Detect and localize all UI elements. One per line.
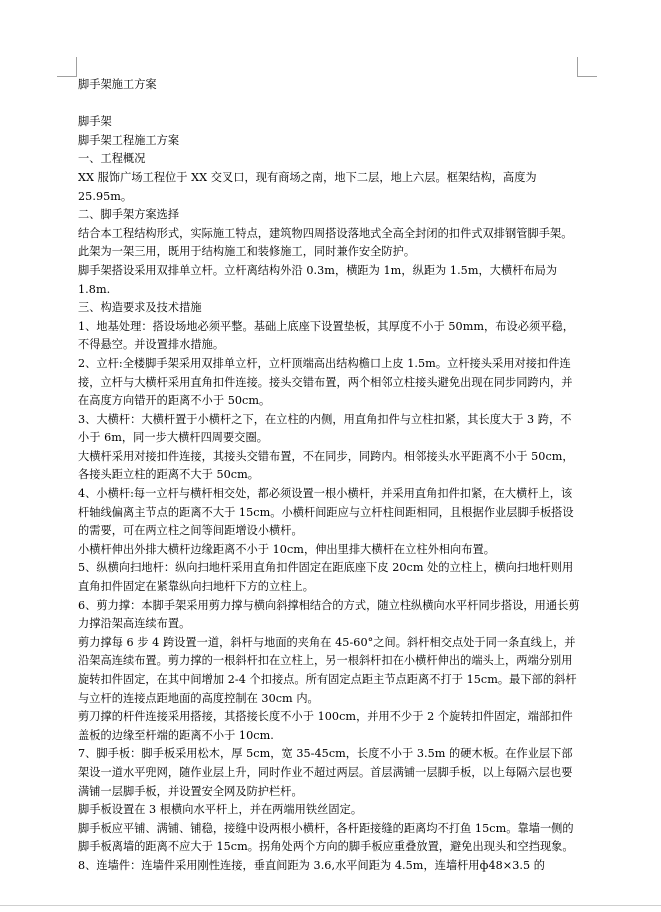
paragraph: 4、小横杆:每一立杆与横杆相交处，都必须设置一根小横杆，并采用直角扣件扣紧，在大横杆上，该杆轴线偏离主节点的距离不大于 15cm。小横杆间距应与立杆柱间距相同，且根据作业层脚手板搭设的需要，可在两立柱之间等间距增设小横杆。 bbox=[78, 487, 574, 538]
section-heading: 一、工程概况 bbox=[78, 152, 146, 166]
paragraph: 3、大横杆：大横杆置于小横杆之下，在立柱的内侧，用直角扣件与立柱扣紧，其长度大于 3 跨，不小于 6m，同一步大横杆四周要交圈。 bbox=[78, 412, 572, 445]
paragraph: 5、纵横向扫地杆：纵向扫地杆采用直角扣件固定在距底座下皮 20cm 处的立柱上，横向扫地杆则用直角扣件固定在紧靠纵向扫地杆下方的立柱上。 bbox=[78, 561, 574, 594]
paragraph: 7、脚手板：脚手板采用松木，厚 5cm，宽 35-45cm，长度不小于 3.5m 的硬木板。在作业层下部架设一道水平兜网，随作业层上升，同时作业不超过两层。首层满铺一层脚手板，以上每隔六层也要满铺一层脚手板，并设置安全网及防护栏杆。 bbox=[78, 747, 573, 798]
paragraph: 脚手板设置在 3 根横向水平杆上，并在两端用铁丝固定。 bbox=[78, 803, 363, 817]
paragraph: 1、地基处理：搭设场地必须平整。基础上底座下设置垫板，其厚度不小于 50mm，布设必须平稳，不得悬空。并设置排水措施。 bbox=[78, 319, 574, 352]
blank-line bbox=[78, 95, 580, 114]
section-heading: 二、脚手架方案选择 bbox=[78, 208, 180, 222]
paragraph: 剪刀撑的杆件连接采用搭接，其搭接长度不小于 100cm，并用不少于 2 个旋转扣件固定，端部扣件盖板的边缘至杆端的距离不小于 10cm. bbox=[78, 710, 573, 742]
page-bottom-edge bbox=[0, 905, 661, 906]
corner-mark-right-horizontal bbox=[577, 76, 597, 77]
paragraph: 脚手架搭设采用双排单立杆。立杆离结构外沿 0.3m，横距为 1m，纵距为 1.5m，大横杆布局为 1.8m. bbox=[78, 263, 558, 296]
paragraph: 8、连墙件：连墙件采用刚性连接，垂直间距为 3.6,水平间距为 4.5m，连墙杆用ф48×3.5 的 bbox=[78, 858, 546, 872]
paragraph: XX 服饰广场工程位于 XX 交叉口，现有商场之南，地下二层，地上六层。框架结构，高度为 25.95m。 bbox=[78, 170, 537, 203]
paragraph: 结合本工程结构形式，实际施工特点，建筑物四周搭设落地式全高全封闭的扣件式双排钢管脚手架。此架为一架三用，既用于结构施工和装修施工，同时兼作安全防护。 bbox=[78, 226, 573, 259]
paragraph: 剪力撑每 6 步 4 跨设置一道，斜杆与地面的夹角在 45-60°之间。斜杆相交点处于同一条直线上，并沿架高连续布置。剪力撑的一根斜杆扣在立柱上，另一根斜杆扣在小横杆伸出的端头上，两端分别用旋转扣件固定，在其中间增加 2-4 个扣接点。所有固定点距主节点距离不打于 15cm。最下部的斜杆与立杆的连接点距地面的高度控制在 30cm 内。 bbox=[78, 635, 577, 705]
corner-mark-right-vertical bbox=[577, 57, 578, 77]
doc-subtitle: 脚手架工程施工方案 bbox=[78, 133, 180, 147]
paragraph: 2、立杆:全楼脚手架采用双排单立杆，立杆顶端高出结构檐口上皮 1.5m。立杆接头采用对接扣件连接，立杆与大横杆采用直角扣件连接。接头交错布置，两个相邻立柱接头避免出现在同步同跨内，并在高度方向错开的距离不小于 50cm。 bbox=[78, 356, 573, 408]
corner-mark-left-horizontal bbox=[57, 76, 77, 77]
section-heading: 三、构造要求及技术措施 bbox=[78, 301, 202, 315]
paragraph: 小横杆伸出外排大横杆边缘距离不小于 10cm，伸出里排大横杆在立柱外相向布置。 bbox=[78, 542, 495, 556]
corner-mark-left-vertical bbox=[76, 57, 77, 77]
page-header: 脚手架施工方案 bbox=[78, 78, 157, 91]
doc-title: 脚手架 bbox=[78, 115, 112, 129]
document-body bbox=[78, 76, 580, 876]
paragraph: 6、剪力撑：本脚手架采用剪力撑与横向斜撑相结合的方式，随立柱纵横向水平杆同步搭设，用通长剪力撑沿架高连续布置。 bbox=[78, 598, 580, 631]
paragraph: 脚手板应平铺、满铺、铺稳，接缝中设两根小横杆，各杆距接缝的距离均不打鱼 15cm。靠墙一侧的脚手板离墙的距离不应大于 15cm。拐角处两个方向的脚手板应重叠放置，避免出现头和空挡现象。 bbox=[78, 821, 574, 854]
paragraph: 大横杆采用对接扣件连接，其接头交错布置，不在同步，同跨内。相邻接头水平距离不小于 50cm，各接头距立柱的距离不大于 50cm。 bbox=[78, 449, 574, 482]
